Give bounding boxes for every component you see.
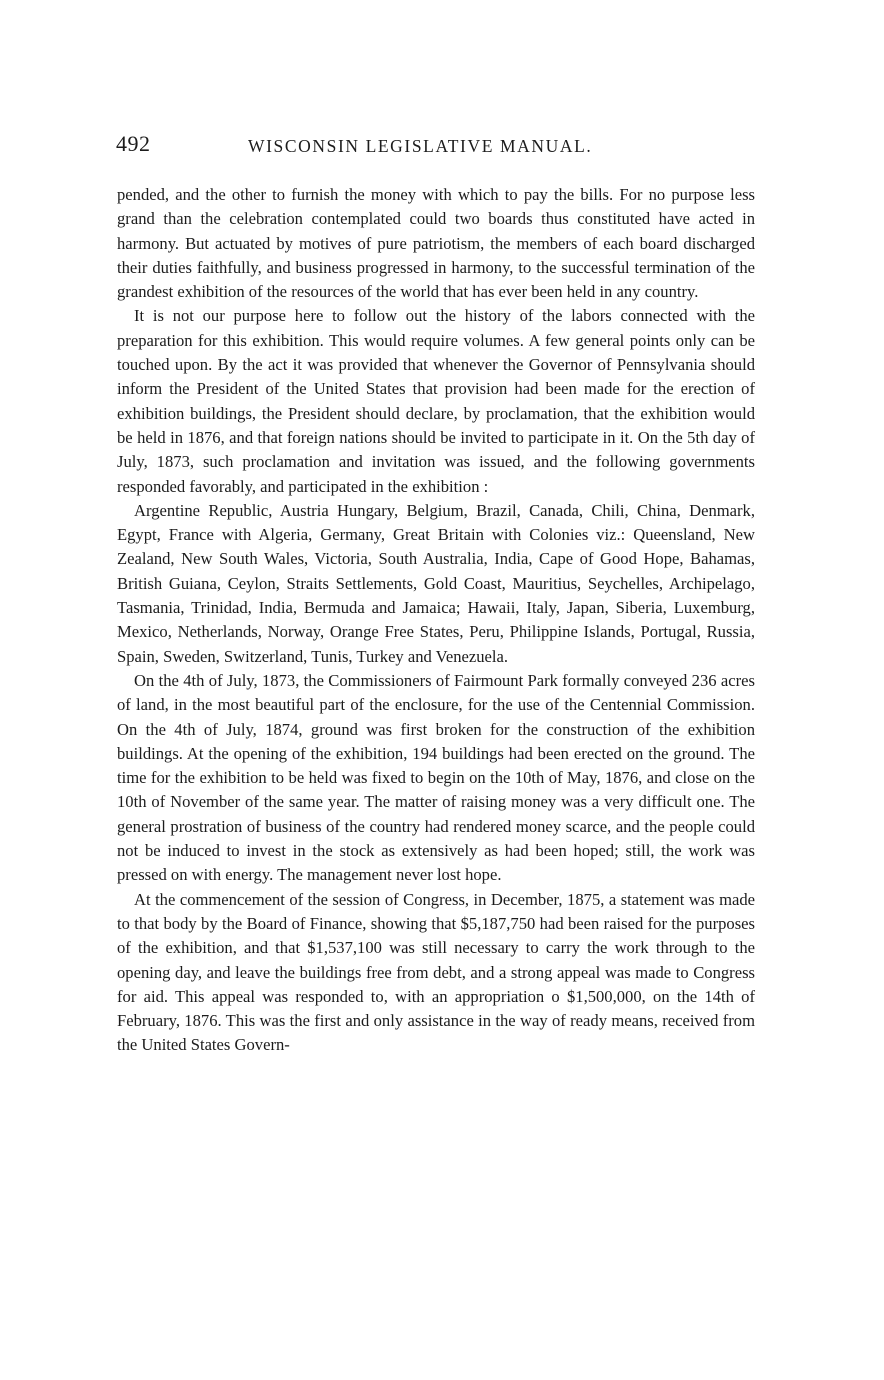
paragraph-congress-appropriation: At the commencement of the session of Congress, in December, 1875, a statement was made to that body by the Board of Finance, showing that $5,187,750 had been raised for the purposes of the exhibition, and that $1,537,100 was still necessary to carry the work through to the opening day, and leave the buildings free from debt, and a strong appeal was made to Congress for aid. This appeal was responded to, with an appropriation o $1,500,000, on the 14th of February, 1876. This was the first and only assistance in the way of ready means, received from the United States Govern- bbox=[117, 889, 755, 1055]
page-header bbox=[116, 131, 756, 161]
paragraph-exhibition-history: It is not our purpose here to follow out the history of the labors connected with the preparation for this exhibition. This would require volumes. A few general points only can be touched upon. By the act it was provided that whenever the Governor of Pennsylvania should inform the President of the United States that provision had been made for the erection of exhibition buildings, the President should declare, by proclamation, that the exhibition would be held in 1876, and that foreign nations should be invited to participate in it. On the 5th day of July, 1873, such proclamation and invitation was issued, and the following governments responded favorably, and participated in the exhibition : bbox=[117, 306, 755, 496]
paragraph-participating-nations: Argentine Republic, Austria Hungary, Belgium, Brazil, Canada, Chili, China, Denmark, Egypt, France with Algeria, Germany, Great Britain with Colonies viz.: Queensland, New Zealand, New South Wales, Victoria, South Australia, India, Cape of Good Hope, Bahamas, British Guiana, Ceylon, Straits Settlements, Gold Coast, Mauritius, Seychelles, Archipelago, Tasmania, Trinidad, India, Bermuda and Jamaica; Hawaii, Italy, Japan, Siberia, Luxemburg, Mexico, Netherlands, Norway, Orange Free States, Peru, Philippine Islands, Portugal, Russia, Spain, Sweden, Switzerland, Tunis, Turkey and Venezuela. bbox=[117, 500, 755, 666]
page-number: 492 bbox=[116, 131, 151, 156]
paragraph-continued: pended, and the other to furnish the money with which to pay the bills. For no purpose less grand than the celebration contemplated could two boards thus constituted have acted in harmony. But actuated by motives of pure patriotism, the members of each board discharged their duties faithfully, and business progressed in harmony, to the successful termination of the grandest exhibition of the resources of the world that has ever been held in any country. bbox=[117, 185, 755, 302]
body-text bbox=[117, 183, 755, 1058]
running-head: WISCONSIN LEGISLATIVE MANUAL. bbox=[248, 136, 593, 156]
paragraph-fairmount-park: On the 4th of July, 1873, the Commissioners of Fairmount Park formally conveyed 236 acres of land, in the most beautiful part of the enclosure, for the use of the Centennial Commission. On the 4th of July, 1874, ground was first broken for the construction of the exhibition buildings. At the opening of the exhibition, 194 buildings had been erected on the ground. The time for the exhibition to be held was fixed to begin on the 10th of May, 1876, and close on the 10th of November of the same year. The matter of raising money was a very difficult one. The general prostration of business of the country had rendered money scarce, and the people could not be induced to invest in the stock as extensively as had been hoped; still, the work was pressed on with energy. The management never lost hope. bbox=[117, 670, 755, 885]
